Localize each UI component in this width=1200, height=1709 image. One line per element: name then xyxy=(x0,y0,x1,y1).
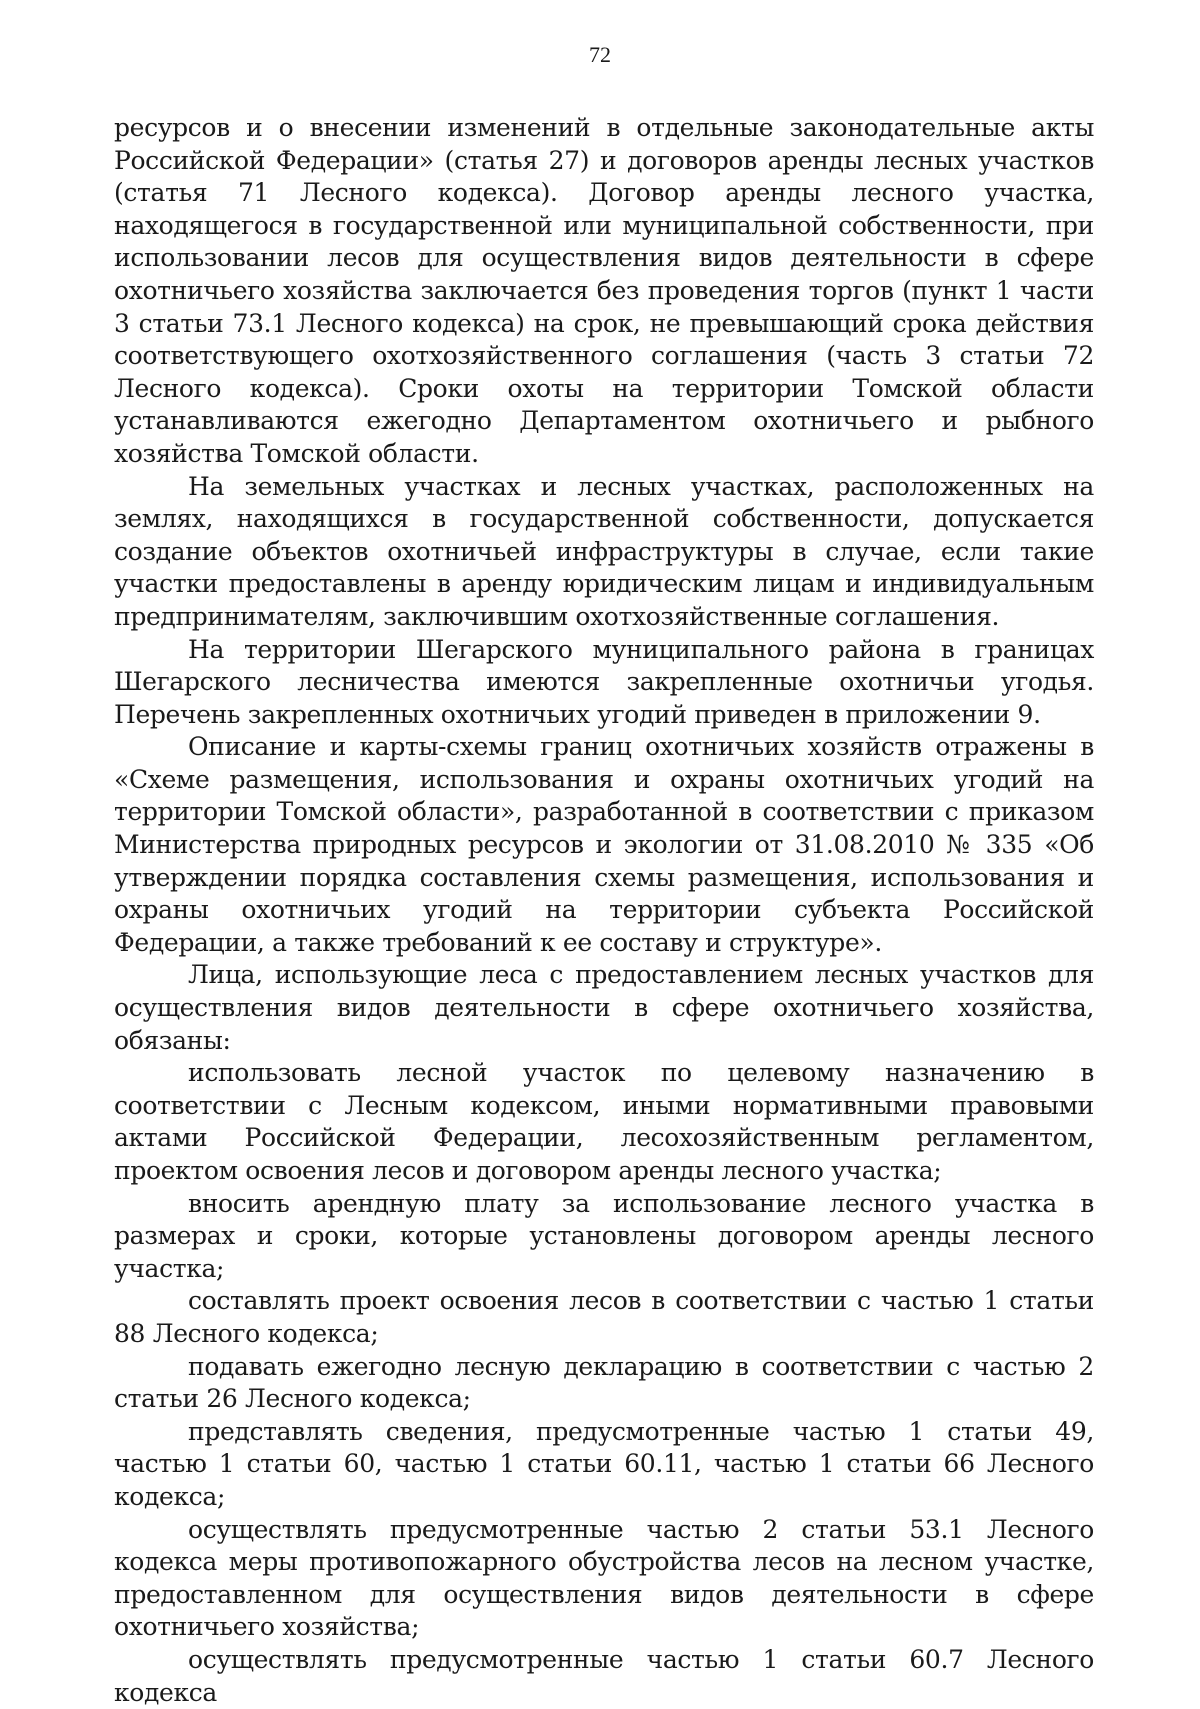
paragraph-hunting-grounds: На территории Шегарского муниципального района в границах Шегарского лесничества имеются закрепленные охотничьи угодья. Перечень закрепленных охотничьих угодий приведен в приложении 9. xyxy=(114,634,1094,729)
list-item-information: представлять сведения, предусмотренные частью 1 статьи 49, частью 1 статьи 60, частью 1 статьи 60.11, частью 1 статьи 66 Лесного кодекса; xyxy=(114,1416,1094,1511)
list-item-article-60-7: осуществлять предусмотренные частью 1 статьи 60.7 Лесного кодекса xyxy=(114,1644,1094,1707)
paragraph-hunting-infrastructure: На земельных участках и лесных участках, расположенных на землях, находящихся в государственной собственности, допускается создание объектов охотничьей инфраструктуры в случае, если такие участки предоставлены в аренду юридическим лицам и индивидуальным предпринимателям, заключившим охотхозяйственные соглашения. xyxy=(114,471,1094,631)
list-item-rent-payment: вносить арендную плату за использование лесного участка в размерах и сроки, которые установлены договором аренды лесного участка; xyxy=(114,1188,1094,1283)
document-body xyxy=(114,112,1094,1709)
list-item-use-purpose: использовать лесной участок по целевому назначению в соответствии с Лесным кодексом, иными нормативными правовыми актами Российской Федерации, лесохозяйственным регламентом, проектом освоения лесов и договором аренды лесного участка; xyxy=(114,1058,1094,1185)
list-item-fire-prevention: осуществлять предусмотренные частью 2 статьи 53.1 Лесного кодекса меры противопожарного обустройства лесов на лесном участке, предоставленном для осуществления видов деятельности в сфере охотничьего хозяйства; xyxy=(114,1514,1094,1642)
paragraph-continuation: ресурсов и о внесении изменений в отдельные законодательные акты Российской Федерации» (статья 27) и договоров аренды лесных участков (статья 71 Лесного кодекса). Договор аренды лесного участка, находящегося в государственной или муниципальной собственности, при использовании лесов для осуществления видов деятельности в сфере охотничьего хозяйства заключается без проведения торгов (пункт 1 части 3 статьи 73.1 Лесного кодекса) на срок, не превышающий срока действия соответствующего охотхозяйственного соглашения (часть 3 статьи 72 Лесного кодекса). Сроки охоты на территории Томской области устанавливаются ежегодно Департаментом охотничьего и рыбного хозяйства Томской области. xyxy=(114,113,1094,468)
list-item-development-project: составлять проект освоения лесов в соответствии с частью 1 статьи 88 Лесного кодекса; xyxy=(114,1286,1094,1348)
paragraph-scheme-description: Описание и карты-схемы границ охотничьих хозяйств отражены в «Схеме размещения, использования и охраны охотничьих угодий на территории Томской области», разработанной в соответствии с приказом Министерства природных ресурсов и экологии от 31.08.2010 № 335 «Об утверждении порядка составления схемы размещения, использования и охраны охотничьих угодий на территории субъекта Российской Федерации, а также требований к ее составу и структуре». xyxy=(114,732,1094,957)
list-item-forest-declaration: подавать ежегодно лесную декларацию в соответствии с частью 2 статьи 26 Лесного кодекса; xyxy=(114,1351,1094,1414)
page-number: 72 xyxy=(589,42,611,67)
paragraph-obligations-intro: Лица, использующие леса с предоставлением лесных участков для осуществления видов деятельности в сфере охотничьего хозяйства, обязаны: xyxy=(114,960,1094,1055)
